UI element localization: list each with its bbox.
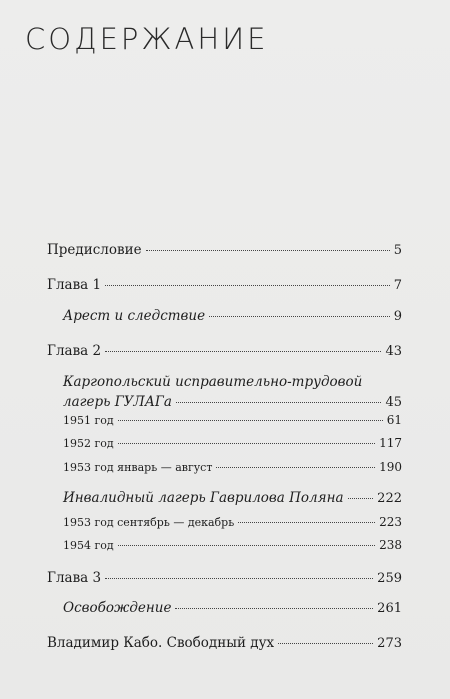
toc-page-number: 117 <box>379 436 402 450</box>
toc-page-number: 259 <box>377 571 402 586</box>
toc-page-number: 7 <box>393 278 402 293</box>
toc-entry-label: 1953 год сентябрь — декабрь <box>63 516 235 529</box>
toc-entry-chapter-1[interactable] <box>47 277 402 293</box>
toc-entry-1952[interactable] <box>63 436 402 450</box>
toc-entry-1953-jan-aug[interactable] <box>63 460 402 474</box>
toc-entry-afterword[interactable] <box>47 635 402 651</box>
toc-page-number: 222 <box>377 491 402 506</box>
toc-entry-label: 1951 год <box>63 414 114 427</box>
dot-leader <box>118 420 383 421</box>
toc-entry-chapter-3[interactable] <box>47 570 402 586</box>
dot-leader <box>175 608 373 609</box>
dot-leader <box>146 250 390 251</box>
toc-entry-label: Глава 2 <box>47 343 102 359</box>
dot-leader <box>118 443 375 444</box>
dot-leader <box>176 402 382 403</box>
toc-entry-label: 1952 год <box>63 437 114 450</box>
toc-entry-1953-sep-dec[interactable] <box>63 515 402 529</box>
toc-page-number: 190 <box>379 460 402 474</box>
dot-leader <box>216 467 375 468</box>
toc-entry-label: 1953 год январь — август <box>63 461 213 474</box>
toc-entry-preface[interactable] <box>47 242 402 258</box>
page-title: СОДЕРЖАНИЕ <box>25 22 269 56</box>
toc-entry-label: Предисловие <box>47 242 142 258</box>
toc-entry-label: Владимир Кабо. Свободный дух <box>47 635 275 651</box>
dot-leader <box>105 285 390 286</box>
toc-page-number: 61 <box>386 413 402 427</box>
toc-entry-label: 1954 год <box>63 539 114 552</box>
toc-entry-chapter-2[interactable] <box>47 343 402 359</box>
dot-leader <box>209 316 390 317</box>
toc-entry-label-line1: Каргопольский исправительно-трудовой <box>63 374 363 390</box>
toc-entry-release[interactable] <box>63 600 402 616</box>
dot-leader <box>278 643 373 644</box>
toc-entry-1951[interactable] <box>63 413 402 427</box>
dot-leader <box>238 522 375 523</box>
toc-entry-label: Глава 3 <box>47 570 102 586</box>
dot-leader <box>348 498 374 499</box>
dot-leader <box>105 578 373 579</box>
toc-entry-label: Арест и следствие <box>63 308 206 324</box>
toc-page-number: 45 <box>385 395 402 410</box>
toc-entry-1954[interactable] <box>63 538 402 552</box>
toc-entry-arrest[interactable] <box>63 308 402 324</box>
toc-page-number: 273 <box>377 636 402 651</box>
toc-page-number: 238 <box>379 538 402 552</box>
dot-leader <box>105 351 381 352</box>
toc-page-number: 223 <box>379 515 402 529</box>
toc-page-number: 5 <box>393 243 402 258</box>
toc-entry-label-line2: лагерь ГУЛАГа <box>63 394 172 410</box>
toc-entry-label: Освобождение <box>63 600 172 616</box>
toc-page-number: 9 <box>393 309 402 324</box>
toc-entry-label: Инвалидный лагерь Гаврилова Поляна <box>63 490 344 506</box>
toc-entry-label: Глава 1 <box>47 277 102 293</box>
toc-page-number: 43 <box>385 344 402 359</box>
toc-entry-kargopol-camp[interactable] <box>63 372 402 413</box>
toc-entry-invalid-camp[interactable] <box>63 490 402 506</box>
dot-leader <box>118 545 375 546</box>
toc-page-number: 261 <box>377 601 402 616</box>
